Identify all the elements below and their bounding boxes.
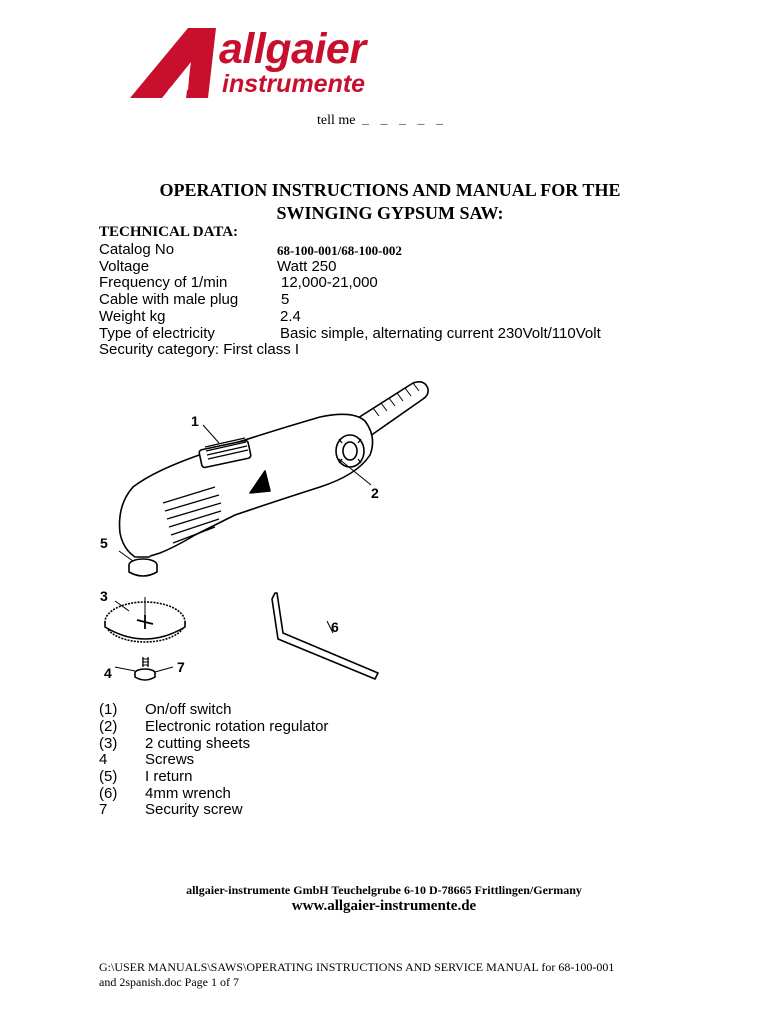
part-label-2: Electronic rotation regulator [145,718,329,735]
spec-value-weight: 2.4 [280,308,301,325]
spec-label-weight: Weight kg [99,308,166,325]
part-number-6: (6) [99,785,118,802]
part-label-3: 2 cutting sheets [145,735,251,752]
company-website: www.allgaier-instrumente.de [291,898,477,914]
spec-value-voltage: Watt 250 [277,258,337,275]
part-label-5: I return [145,768,193,785]
spec-label-security: Security category: First class I [99,341,300,358]
part-label-6: 4mm wrench [145,785,231,802]
callout-4: 4 [104,665,112,681]
callout-5: 5 [100,535,108,551]
logo-word-allgaier: allgaier [219,25,366,73]
spec-label-voltage: Voltage [99,258,150,275]
spec-label-cable: Cable with male plug [99,291,239,308]
file-path-line2: and 2spanish.doc Page 1 of 7 [99,975,239,989]
document-title-line1: OPERATION INSTRUCTIONS AND MANUAL FOR THE [159,180,621,200]
document-title-line2: SWINGING GYPSUM SAW: [276,203,504,223]
part-label-7: Security screw [145,801,243,818]
part-label-4: Screws [145,751,195,768]
technical-data-heading: TECHNICAL DATA: [99,224,239,240]
part-number-4: 4 [99,751,108,768]
spec-label-catalog: Catalog No [99,241,175,258]
saw-diagram [95,375,435,690]
part-number-3: (3) [99,735,118,752]
callout-7: 7 [177,659,185,675]
callout-1: 1 [191,413,199,429]
spec-value-cable: 5 [281,291,290,308]
tagline: tell me [317,113,356,128]
spec-value-catalog: 68-100-001/68-100-002 [277,243,402,258]
part-label-1: On/off switch [145,701,232,718]
logo-word-instrumente: instrumente [222,70,366,98]
part-number-2: (2) [99,718,118,735]
spec-label-electricity: Type of electricity [99,325,215,342]
saw-body-illustration [105,382,428,680]
part-number-1: (1) [99,701,118,718]
callout-3: 3 [100,588,108,604]
file-path-line1: G:\USER MANUALS\SAWS\OPERATING INSTRUCTIONS AND SERVICE MANUAL for 68-100-001 [99,960,615,974]
tagline-dashes: _ _ _ _ _ [362,112,447,127]
callout-6: 6 [331,619,339,635]
part-number-7: 7 [99,801,108,818]
company-address: allgaier-instrumente GmbH Teuchelgrube 6-10 D-78665 Frittlingen/Germany [186,883,582,897]
part-number-5: (5) [99,768,118,785]
spec-label-frequency: Frequency of 1/min [99,274,228,291]
callout-2: 2 [371,485,379,501]
spec-value-frequency: 12,000-21,000 [281,274,378,291]
spec-value-electricity: Basic simple, alternating current 230Volt/110Volt [280,325,601,342]
